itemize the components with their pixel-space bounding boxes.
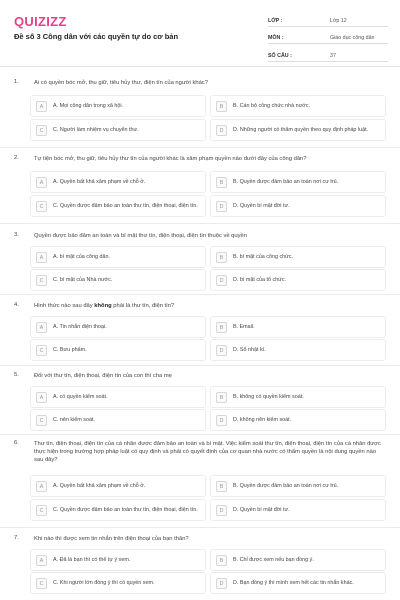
option-text: D. Quyền bí mật đời tư. xyxy=(233,506,290,513)
info-row-count xyxy=(268,47,388,62)
option-text: B. Quyền được đảm bảo an toàn nơi cư trú. xyxy=(233,178,339,185)
option-a[interactable] xyxy=(30,386,206,408)
option-letter: B xyxy=(216,177,227,188)
question-keyword: không xyxy=(94,303,112,309)
option-letter: A xyxy=(36,101,47,112)
option-text: B. Quyền được đảm bảo an toàn nơi cư trú. xyxy=(233,482,339,489)
option-letter: B xyxy=(216,101,227,112)
option-c[interactable] xyxy=(30,195,206,217)
option-a[interactable] xyxy=(30,95,206,117)
option-text: C. Khi người lớn đồng ý thì có quyền xem. xyxy=(53,579,155,586)
option-letter: C xyxy=(36,275,47,286)
option-d[interactable] xyxy=(210,119,386,141)
question-text: Tự tiện bóc mở, thu giữ, tiêu hủy thư tín của người khác là xâm phạm quyền nào dưới đây của công dân? xyxy=(34,156,307,162)
option-letter: D xyxy=(216,345,227,356)
option-letter: D xyxy=(216,415,227,426)
option-text: D. Sổ nhật kí. xyxy=(233,346,266,353)
option-text: A. Quyền bất khả xâm phạm về chỗ ở. xyxy=(53,482,146,489)
question-number: 6. xyxy=(14,440,19,446)
option-a[interactable] xyxy=(30,475,206,497)
question-number: 7. xyxy=(14,535,19,541)
option-letter: C xyxy=(36,345,47,356)
info-row-class xyxy=(268,12,388,27)
option-letter: C xyxy=(36,125,47,136)
question-text-before: Hình thức nào sau đây xyxy=(34,303,95,309)
info-label: MÔN : xyxy=(268,35,284,41)
option-text: A. Mọi công dân trong xã hội. xyxy=(53,102,124,109)
question-number: 4. xyxy=(14,302,19,308)
question-divider xyxy=(0,223,400,224)
option-text: D. Bạn đồng ý thì mình xem hết các tin nhắn khác. xyxy=(233,579,354,586)
info-value: Giáo dục công dân xyxy=(330,35,375,41)
option-text: D. Quyền bí mật đời tư. xyxy=(233,202,290,209)
option-text: D. bí mật của tổ chức. xyxy=(233,276,287,283)
option-a[interactable] xyxy=(30,171,206,193)
option-b[interactable] xyxy=(210,171,386,193)
option-letter: B xyxy=(216,322,227,333)
option-text: B. Chỉ được xem nếu bạn đồng ý. xyxy=(233,556,314,563)
option-letter: D xyxy=(216,275,227,286)
option-letter: A xyxy=(36,177,47,188)
option-text: B. Cán bộ công chức nhà nước. xyxy=(233,102,310,109)
option-letter: A xyxy=(36,252,47,263)
option-b[interactable] xyxy=(210,246,386,268)
option-b[interactable] xyxy=(210,95,386,117)
option-letter: B xyxy=(216,555,227,566)
option-d[interactable] xyxy=(210,269,386,291)
option-letter: D xyxy=(216,505,227,516)
question-text-after: phải là thư tín, điện tín? xyxy=(111,303,175,309)
option-letter: C xyxy=(36,505,47,516)
option-d[interactable] xyxy=(210,499,386,521)
option-letter: D xyxy=(216,125,227,136)
option-d[interactable] xyxy=(210,195,386,217)
question-divider xyxy=(0,294,400,295)
option-text: B. bí mật của công chức. xyxy=(233,253,293,260)
option-letter: B xyxy=(216,252,227,263)
option-d[interactable] xyxy=(210,339,386,361)
question-divider xyxy=(0,147,400,148)
option-text: C. Người làm nhiệm vụ chuyển thư. xyxy=(53,126,139,133)
option-letter: B xyxy=(216,392,227,403)
worksheet-header xyxy=(0,0,400,66)
option-letter: A xyxy=(36,322,47,333)
question-number: 2. xyxy=(14,155,19,161)
option-c[interactable] xyxy=(30,409,206,431)
option-letter: B xyxy=(216,481,227,492)
question-text: Thư tín, điện thoại, điện tín của cá nhân được đảm bảo an toàn và bí mật. Việc kiểm soát thư tín, điện thoại, điện tín của cá nhân được thực hiện trong trường hợp pháp luật có quy định và phải có quyết định của cơ quan nhà nước có thẩm quyền là nội dung quyền nào sau đây? xyxy=(34,441,381,463)
question-divider xyxy=(0,527,400,528)
option-text: C. bí mật của Nhà nước. xyxy=(53,276,113,283)
question-number: 5. xyxy=(14,372,19,378)
option-c[interactable] xyxy=(30,269,206,291)
info-row-subject xyxy=(268,30,388,45)
quiz-title: Đề số 3 Công dân với các quyền tự do cơ bản xyxy=(14,32,179,41)
info-value: 37 xyxy=(330,52,336,59)
option-a[interactable] xyxy=(30,316,206,338)
option-a[interactable] xyxy=(30,246,206,268)
option-a[interactable] xyxy=(30,549,206,571)
option-text: D. không nên kiểm soát. xyxy=(233,416,292,423)
option-letter: C xyxy=(36,578,47,589)
option-letter: C xyxy=(36,415,47,426)
option-c[interactable] xyxy=(30,572,206,594)
option-letter: A xyxy=(36,481,47,492)
option-text: C. Quyền được đảm bảo an toàn thư tín, điện thoại, điện tín. xyxy=(53,202,198,209)
option-text: C. Quyền được đảm bảo an toàn thư tín, điện thoại, điện tín. xyxy=(53,506,198,513)
option-text: A. có quyền kiểm soát. xyxy=(53,393,108,400)
info-label: SỐ CÂU : xyxy=(268,52,292,59)
question-text: Đối với thư tín, điện thoại, điện tín của con thì cha mẹ xyxy=(34,373,172,379)
question-text: Quyền được bảo đảm an toàn và bí mật thư tín, điện thoại, điện tín thuộc về quyền xyxy=(34,233,247,239)
option-letter: D xyxy=(216,578,227,589)
option-b[interactable] xyxy=(210,475,386,497)
header-divider xyxy=(0,66,400,67)
quizizz-logo: QUIZIZZ xyxy=(14,14,67,29)
option-text: A. bí mật của công dân. xyxy=(53,253,110,260)
option-b[interactable] xyxy=(210,316,386,338)
option-d[interactable] xyxy=(210,409,386,431)
option-text: B. Email. xyxy=(233,323,255,330)
option-c[interactable] xyxy=(30,499,206,521)
info-label: LỚP : xyxy=(268,17,283,24)
option-text: B. không có quyền kiểm soát. xyxy=(233,393,304,400)
option-letter: D xyxy=(216,201,227,212)
question-text: Khi nào thì được xem tin nhắn trên điện thoại của bạn thân? xyxy=(34,536,189,542)
question-number: 1. xyxy=(14,79,19,85)
info-value: Lớp 12 xyxy=(330,17,347,24)
option-b[interactable] xyxy=(210,386,386,408)
option-letter: C xyxy=(36,201,47,212)
option-b[interactable] xyxy=(210,549,386,571)
option-letter: A xyxy=(36,555,47,566)
option-d[interactable] xyxy=(210,572,386,594)
option-text: A. Tin nhắn điện thoại. xyxy=(53,323,107,330)
question-divider xyxy=(0,365,400,366)
question-number: 3. xyxy=(14,232,19,238)
option-text: A. Đã là bạn thì có thể tự ý xem. xyxy=(53,556,131,563)
option-text: A. Quyền bất khả xâm phạm về chỗ ở. xyxy=(53,178,146,185)
option-text: C. Bưu phẩm. xyxy=(53,346,87,353)
question-divider xyxy=(0,434,400,435)
option-c[interactable] xyxy=(30,339,206,361)
question-text xyxy=(34,302,386,310)
option-text: C. nên kiểm soát. xyxy=(53,416,95,423)
option-text: D. Những người có thẩm quyền theo quy định pháp luật. xyxy=(233,126,369,133)
option-letter: A xyxy=(36,392,47,403)
question-text: Ai có quyền bóc mở, thu giữ, tiêu hủy thư, điện tín của người khác? xyxy=(34,80,208,86)
info-panel xyxy=(268,12,388,65)
option-c[interactable] xyxy=(30,119,206,141)
